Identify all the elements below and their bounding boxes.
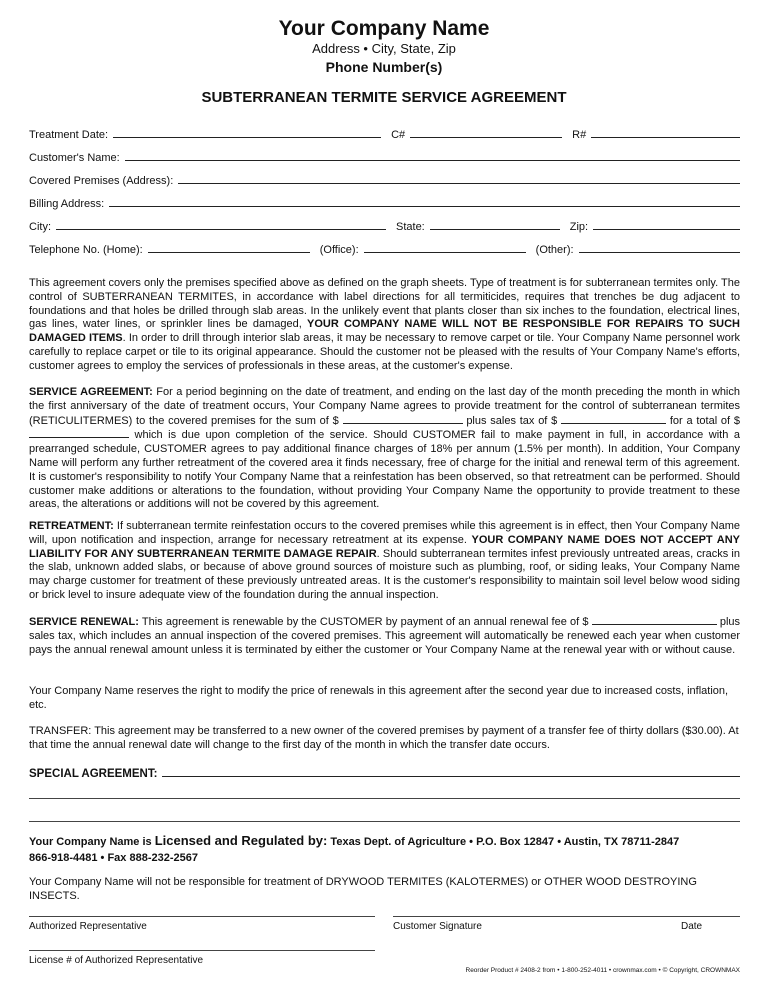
service-agreement-text-2: plus sales tax of $ [462, 414, 562, 427]
service-renewal-text-1: This agreement is renewable by the CUSTOMER by payment of an annual renewal fee of $ [138, 616, 592, 628]
intro-text-1: This agreement covers only the premises specified above as defined on the graph sheets. Type of treatment is for subterranean termites only. The control of SUBTERRANEAN TERMITES, in accordance with label directions for all termiticides, requires that trenches be dug adjacent to foundations and that holes be drilled through slab areas. In the unlikely event that plants closer than six inches to the foundation, electrical lines, gas lines, water lines, or sprinkler lines be damaged, [29, 277, 740, 331]
intro-liability-notice: YOUR COMPANY NAME WILL NOT BE RESPONSIBLE FOR REPAIRS TO SUCH DAMAGED ITEMS [29, 318, 740, 345]
other-phone-field[interactable] [579, 252, 740, 253]
state-field[interactable] [430, 229, 560, 230]
row-treatment-date [29, 125, 740, 141]
service-renewal-heading: SERVICE RENEWAL: [29, 616, 139, 628]
intro-text-2: . In order to drill through interior slab areas, it may be necessary to remove carpet or tile. Your Company Name personnel work carefully to replace carpet or tile to its original appearance. Should the customer not be pleased with the results of Your Company Name's efforts, customer agrees to employ the services of professionals in these areas, at the customer's expense. [29, 332, 740, 372]
license-phones: 866-918-4481 • Fax 888-232-2567 [29, 852, 198, 864]
zip-field[interactable] [593, 229, 740, 230]
r-number-field[interactable] [591, 137, 740, 138]
city-field[interactable] [56, 229, 386, 230]
license-prefix: Your Company Name is [29, 836, 155, 848]
reorder-footnote: Reorder Product # 2408-2 from • 1-800-252-4011 • crownmax.com • © Copyright, CROWNMAX [465, 967, 740, 974]
special-agreement-field[interactable] [162, 776, 740, 777]
license-number-label: License # of Authorized Representative [29, 955, 203, 966]
telephone-home-field[interactable] [148, 252, 310, 253]
service-agreement-heading: SERVICE AGREEMENT: [29, 386, 153, 398]
service-renewal-paragraph [29, 615, 740, 657]
license-block [29, 833, 740, 866]
row-city-state-zip [29, 217, 740, 233]
city-label: City: [29, 221, 51, 233]
service-agreement-paragraph [29, 386, 740, 512]
billing-address-label: Billing Address: [29, 198, 105, 210]
company-address: Address • City, State, Zip [312, 41, 456, 56]
company-name: Your Company Name [278, 17, 490, 40]
service-agreement-text-1: For a period beginning on the date of treatment, and ending on the last day of the month preceding the month in which the first anniversary of the date of treatment occurs, Your Company Name agrees to provide treatment for the control of subterranean termites (RETICULITERMES) to the covered premises for the sum of $ [29, 386, 740, 427]
covered-premises-field[interactable] [178, 183, 740, 184]
row-billing-address [29, 194, 740, 210]
company-phone: Phone Number(s) [325, 59, 443, 75]
customer-name-label: Customer's Name: [29, 152, 120, 164]
total-field[interactable] [29, 428, 129, 438]
c-number-label: C# [391, 129, 406, 141]
service-agreement-text-4: which is due upon completion of the service. Should CUSTOMER fail to make payment in full, in accordance with a prearranged schedule, CUSTOMER agrees to pay additional finance charges of 18% per annum (1.5% per month). In addition, Your Company Name will perform any further retreatment of the covered area it finds necessary, free of charge for the initial and renewal term of this agreement. It is customer's responsibility to notify Your Company Name that a reinfestation has been observed, so that retreatment can be performed. Should customer make additions or alterations to the foundation, without providing Your Company Name the opportunity to provide treatment to these areas, the alterations or additions will not be covered by this agreement. [29, 429, 740, 511]
service-renewal-text-2: plus sales tax, which includes an annual inspection of the covered premises. This agreement will automatically be renewed each year when customer pays the annual renewal amount unless it is terminated by either the customer or Your Company Name at the renewal year with or without cause. [29, 616, 741, 656]
customer-name-field[interactable] [125, 160, 740, 161]
document-title: SUBTERRANEAN TERMITE SERVICE AGREEMENT [201, 89, 567, 106]
row-customer-name [29, 148, 740, 164]
r-number-label: R# [572, 129, 587, 141]
other-label: (Other): [535, 244, 574, 256]
treatment-date-label: Treatment Date: [29, 129, 109, 141]
special-agreement-label: SPECIAL AGREEMENT: [29, 768, 158, 780]
renewal-fee-field[interactable] [592, 615, 717, 625]
covered-premises-label: Covered Premises (Address): [29, 175, 174, 187]
office-phone-field[interactable] [364, 252, 526, 253]
service-sum-field[interactable] [343, 414, 463, 424]
price-reserve-paragraph: Your Company Name reserves the right to modify the price of renewals in this agreement after the second year due to increased costs, inflation, etc. [29, 685, 729, 711]
zip-label: Zip: [569, 221, 589, 233]
treatment-date-field[interactable] [113, 137, 381, 138]
retreatment-text-1: If subterranean termite reinfestation occurs to the covered premises while this agreement is in effect, then Your Company Name will, upon notification and inspection, arrange for necessary retreatment at its expense. [29, 520, 740, 546]
billing-address-field[interactable] [109, 206, 740, 207]
sales-tax-field[interactable] [561, 414, 666, 424]
authorized-rep-label: Authorized Representative [29, 921, 147, 932]
intro-paragraph [29, 277, 740, 374]
transfer-paragraph: TRANSFER: This agreement may be transferred to a new owner of the covered premises by payment of a transfer fee of thirty dollars ($30.00). At that time the annual renewal date will change to the first day of the month in which the transfer date occurs. [29, 725, 739, 751]
date-label: Date [681, 921, 703, 932]
special-agreement-line-3[interactable] [29, 821, 740, 822]
row-special-agreement [29, 764, 740, 780]
retreatment-paragraph [29, 520, 740, 603]
license-agency: Texas Dept. of Agriculture • P.O. Box 12847 • Austin, TX 78711-2847 [327, 836, 680, 848]
license-regulated-by: Licensed and Regulated by: [154, 833, 328, 848]
retreatment-liability-notice: YOUR COMPANY NAME DOES NOT ACCEPT ANY LIABILITY FOR ANY SUBTERRANEAN TERMITE DAMAGE REPAIR [29, 533, 740, 560]
state-label: State: [396, 221, 425, 233]
service-agreement-text-3: for a total of $ [666, 414, 740, 427]
c-number-field[interactable] [410, 137, 562, 138]
license-number-line[interactable] [29, 950, 375, 951]
retreatment-text-2: . Should subterranean termites infest previously untreated areas, cracks in the slab, unknown added slabs, or because of above ground sources of moisture such as plumbing, roof, or siding leaks, Your Company Name may charge customer for treatment of these previously untreated areas. It is the customer's responsibility to maintain soil level below wood siding or brick level to insure adequate view of the foundation during the annual inspection. [29, 547, 740, 601]
row-covered-premises [29, 171, 740, 187]
special-agreement-line-2[interactable] [29, 798, 740, 799]
telephone-home-label: Telephone No. (Home): [29, 244, 143, 256]
customer-signature-label: Customer Signature [393, 921, 482, 932]
customer-signature-line[interactable] [393, 916, 740, 917]
office-label: (Office): [319, 244, 359, 256]
retreatment-heading: RETREATMENT: [29, 520, 114, 532]
authorized-rep-signature-line[interactable] [29, 916, 375, 917]
drywood-disclaimer: Your Company Name will not be responsible for treatment of DRYWOOD TERMITES (KALOTERMES) or OTHER WOOD DESTROYING INSECTS. [29, 876, 697, 902]
row-telephone [29, 240, 740, 256]
